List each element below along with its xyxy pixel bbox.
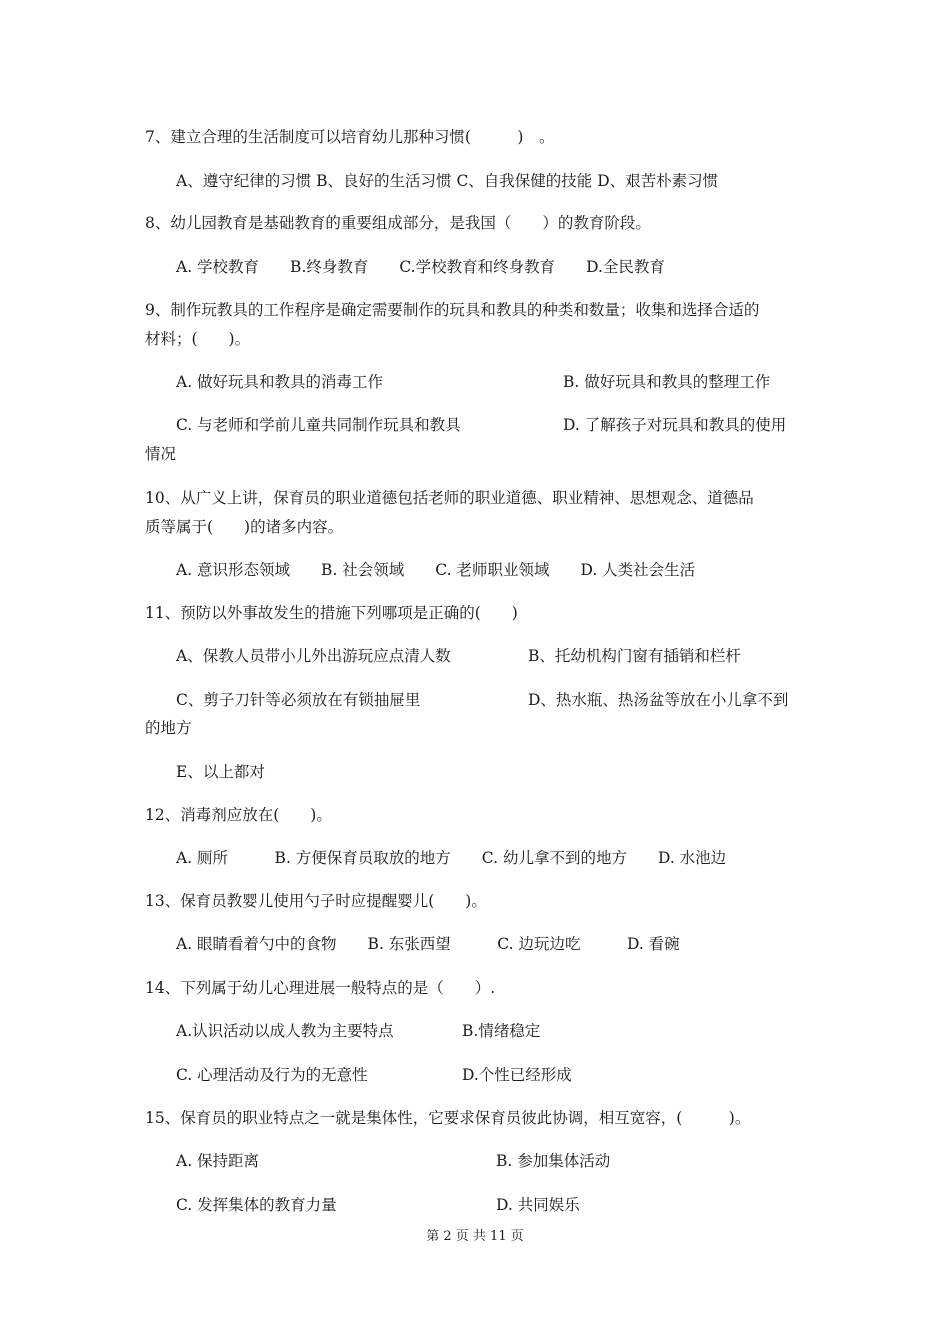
question-15-option-a: A. 保持距离 — [176, 1152, 260, 1170]
question-11-option-d-continued: 的地方 — [145, 719, 192, 737]
question-10-options: A. 意识形态领域 B. 社会领域 C. 老师职业领域 D. 人类社会生活 — [176, 561, 696, 579]
question-12-stem: 12、消毒剂应放在( )。 — [145, 806, 332, 824]
question-7-options: A、遵守纪律的习惯 B、良好的生活习惯 C、自我保健的技能 D、艰苦朴素习惯 — [176, 172, 719, 190]
page-number-footer: 第 2 页 共 11 页 — [426, 1229, 524, 1244]
question-9-option-a: A. 做好玩具和教具的消毒工作 — [176, 373, 384, 391]
question-11-option-c: C、剪子刀针等必须放在有锁抽屉里 — [176, 691, 421, 709]
question-11-option-a: A、保教人员带小儿外出游玩应点清人数 — [176, 647, 451, 665]
question-15-option-b: B. 参加集体活动 — [496, 1152, 611, 1170]
question-15-option-d: D. 共同娱乐 — [496, 1196, 580, 1214]
question-15-stem: 15、保育员的职业特点之一就是集体性，它要求保育员彼此协调，相互宽容，( )。 — [145, 1109, 751, 1127]
question-14-option-b: B.情绪稳定 — [462, 1022, 541, 1040]
question-9-stem-line-2: 材料；( )。 — [145, 330, 251, 348]
question-10-stem-line-1: 10、从广义上讲，保育员的职业道德包括老师的职业道德、职业精神、思想观念、道德品 — [145, 489, 754, 507]
question-11-option-b: B、托幼机构门窗有插销和栏杆 — [528, 647, 741, 665]
question-15-option-c: C. 发挥集体的教育力量 — [176, 1196, 337, 1214]
question-7-stem: 7、建立合理的生活制度可以培育幼儿那种习惯( ) 。 — [145, 128, 555, 146]
question-14-stem: 14、下列属于幼儿心理进展一般特点的是（ ）. — [145, 979, 496, 997]
question-8-stem: 8、幼儿园教育是基础教育的重要组成部分，是我国（ ）的教育阶段。 — [145, 214, 651, 232]
question-14-option-c: C. 心理活动及行为的无意性 — [176, 1066, 368, 1084]
question-9-option-d: D. 了解孩子对玩具和教具的使用 — [563, 416, 787, 434]
question-10-stem-line-2: 质等属于( )的诸多内容。 — [145, 518, 344, 536]
question-9-option-c: C. 与老师和学前儿童共同制作玩具和教具 — [176, 416, 461, 434]
question-9-option-b: B. 做好玩具和教具的整理工作 — [563, 373, 771, 391]
question-14-option-a: A.认识活动以成人教为主要特点 — [176, 1022, 394, 1040]
question-13-options: A. 眼睛看着勺中的食物 B. 东张西望 C. 边玩边吃 D. 看碗 — [176, 935, 680, 953]
question-8-options: A. 学校教育 B.终身教育 C.学校教育和终身教育 D.全民教育 — [176, 258, 665, 276]
question-13-stem: 13、保育员教婴儿使用勺子时应提醒婴儿( )。 — [145, 892, 487, 910]
question-11-option-e: E、以上都对 — [176, 763, 265, 781]
question-11-stem: 11、预防以外事故发生的措施下列哪项是正确的( ) — [145, 604, 518, 622]
question-12-options: A. 厕所 B. 方便保育员取放的地方 C. 幼儿拿不到的地方 D. 水池边 — [176, 849, 727, 867]
question-9-option-d-continued: 情况 — [145, 445, 177, 463]
question-11-option-d: D、热水瓶、热汤盆等放在小儿拿不到 — [528, 691, 789, 709]
question-14-option-d: D.个性已经形成 — [462, 1066, 572, 1084]
question-9-stem-line-1: 9、制作玩教具的工作程序是确定需要制作的玩具和教具的种类和数量；收集和选择合适的 — [145, 301, 760, 319]
